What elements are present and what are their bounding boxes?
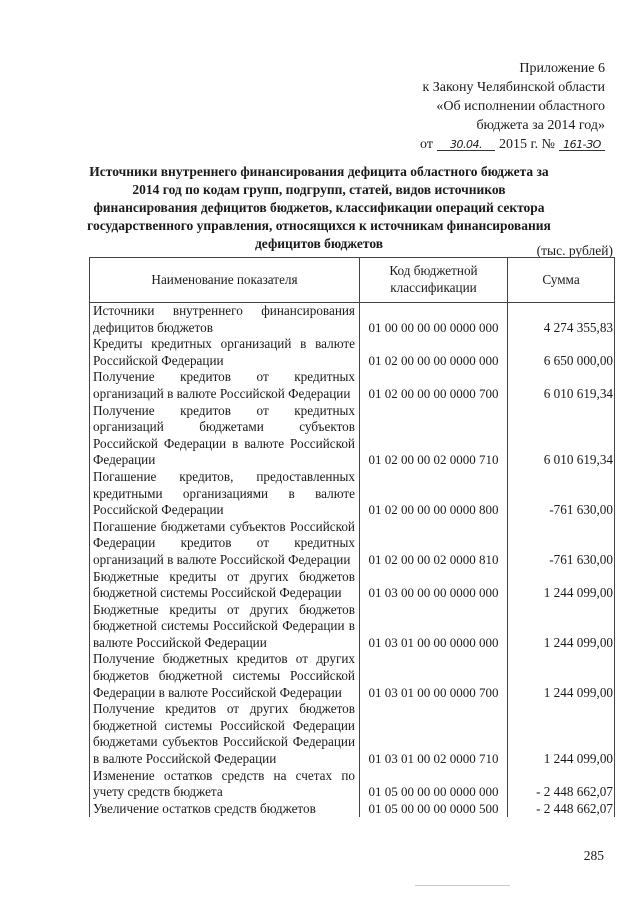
date-day-handwritten: 30.04. (437, 135, 495, 151)
row-code: 01 05 00 00 00 0000 500 (360, 801, 508, 818)
row-code: 01 02 00 00 02 0000 810 (360, 519, 508, 569)
appendix-header (345, 59, 605, 154)
table-row (90, 768, 615, 801)
row-sum: 1 244 099,00 (508, 701, 615, 767)
law-reference-line-2: «Об исполнении областного (436, 99, 605, 114)
row-sum: 1 244 099,00 (508, 651, 615, 701)
law-date-line (345, 135, 605, 154)
financing-sources-table (89, 257, 615, 817)
row-code: 01 02 00 00 00 0000 700 (360, 369, 508, 402)
table-row (90, 801, 615, 818)
row-sum: 1 244 099,00 (508, 602, 615, 652)
table-row (90, 303, 615, 337)
row-name: Увеличение остатков средств бюджетов (90, 801, 360, 818)
table-row (90, 602, 615, 652)
table-row (90, 701, 615, 767)
row-name: Погашение бюджетами субъектов Российской Федерации кредитов от кредитных организаций в валюте Российской Федерации (90, 519, 360, 569)
row-code: 01 05 00 00 00 0000 000 (360, 768, 508, 801)
financing-sources-table-wrap (89, 257, 614, 817)
row-sum: 6 650 000,00 (508, 336, 615, 369)
row-name: Получение кредитов от других бюджетов бюджетной системы Российской Федерации бюджетами субъектов Российской Федерации в валюте Российской Федерации (90, 701, 360, 767)
table-row (90, 403, 615, 469)
table-row (90, 651, 615, 701)
row-name: Погашение кредитов, предоставленных кредитными организациями в валюте Российской Федерации (90, 469, 360, 519)
row-sum: 4 274 355,83 (508, 303, 615, 337)
table-row (90, 569, 615, 602)
row-name: Бюджетные кредиты от других бюджетов бюджетной системы Российской Федерации в валюте Российской Федерации (90, 602, 360, 652)
page-number: 285 (583, 848, 604, 863)
row-name: Получение бюджетных кредитов от других бюджетов бюджетной системы Российской Федерации в валюте Российской Федерации (90, 651, 360, 701)
row-sum: - 2 448 662,07 (508, 801, 615, 818)
table-row (90, 519, 615, 569)
column-header-name: Наименование показателя (90, 258, 360, 303)
row-name: Получение кредитов от кредитных организаций бюджетами субъектов Российской Федерации в валюте Российской Федерации (90, 403, 360, 469)
appendix-label: Приложение 6 (519, 61, 605, 76)
row-code: 01 03 01 00 00 0000 700 (360, 651, 508, 701)
column-header-code: Код бюджетной классификации (360, 258, 508, 303)
row-code: 01 00 00 00 00 0000 000 (360, 303, 508, 337)
row-sum: 6 010 619,34 (508, 403, 615, 469)
document-title: Источники внутреннего финансирования дефицита областного бюджета за 2014 год по кодам групп, подгрупп, статей, видов источников финансирования дефицитов бюджетов, классификации операций сектора государственного управления, относящихся к источникам финансирования дефицитов бюджетов (87, 164, 551, 251)
table-row (90, 469, 615, 519)
law-reference-line-1: к Закону Челябинской области (422, 80, 605, 95)
row-sum: -761 630,00 (508, 469, 615, 519)
unit-note: (тыс. рублей) (536, 243, 613, 258)
column-header-sum: Сумма (508, 258, 615, 303)
row-code: 01 02 00 00 02 0000 710 (360, 403, 508, 469)
row-name: Получение кредитов от кредитных организаций в валюте Российской Федерации (90, 369, 360, 402)
row-sum: 6 010 619,34 (508, 369, 615, 402)
row-sum: -761 630,00 (508, 519, 615, 569)
row-name: Кредиты кредитных организаций в валюте Российской Федерации (90, 336, 360, 369)
row-sum: 1 244 099,00 (508, 569, 615, 602)
scan-artifact-line (415, 885, 510, 886)
row-sum: - 2 448 662,07 (508, 768, 615, 801)
law-reference-line-3: бюджета за 2014 год» (476, 118, 605, 133)
table-row (90, 369, 615, 402)
row-code: 01 03 01 00 02 0000 710 (360, 701, 508, 767)
row-name: Бюджетные кредиты от других бюджетов бюджетной системы Российской Федерации (90, 569, 360, 602)
date-year: 2015 г. № (498, 137, 555, 152)
table-header-row (90, 258, 615, 303)
row-name: Источники внутреннего финансирования дефицитов бюджетов (90, 303, 360, 337)
row-code: 01 02 00 00 00 0000 000 (360, 336, 508, 369)
date-prefix: от (420, 137, 433, 152)
law-number-handwritten: 161-ЗО (559, 135, 605, 151)
row-code: 01 02 00 00 00 0000 800 (360, 469, 508, 519)
row-code: 01 03 00 00 00 0000 000 (360, 569, 508, 602)
row-code: 01 03 01 00 00 0000 000 (360, 602, 508, 652)
table-row (90, 336, 615, 369)
row-name: Изменение остатков средств на счетах по учету средств бюджета (90, 768, 360, 801)
